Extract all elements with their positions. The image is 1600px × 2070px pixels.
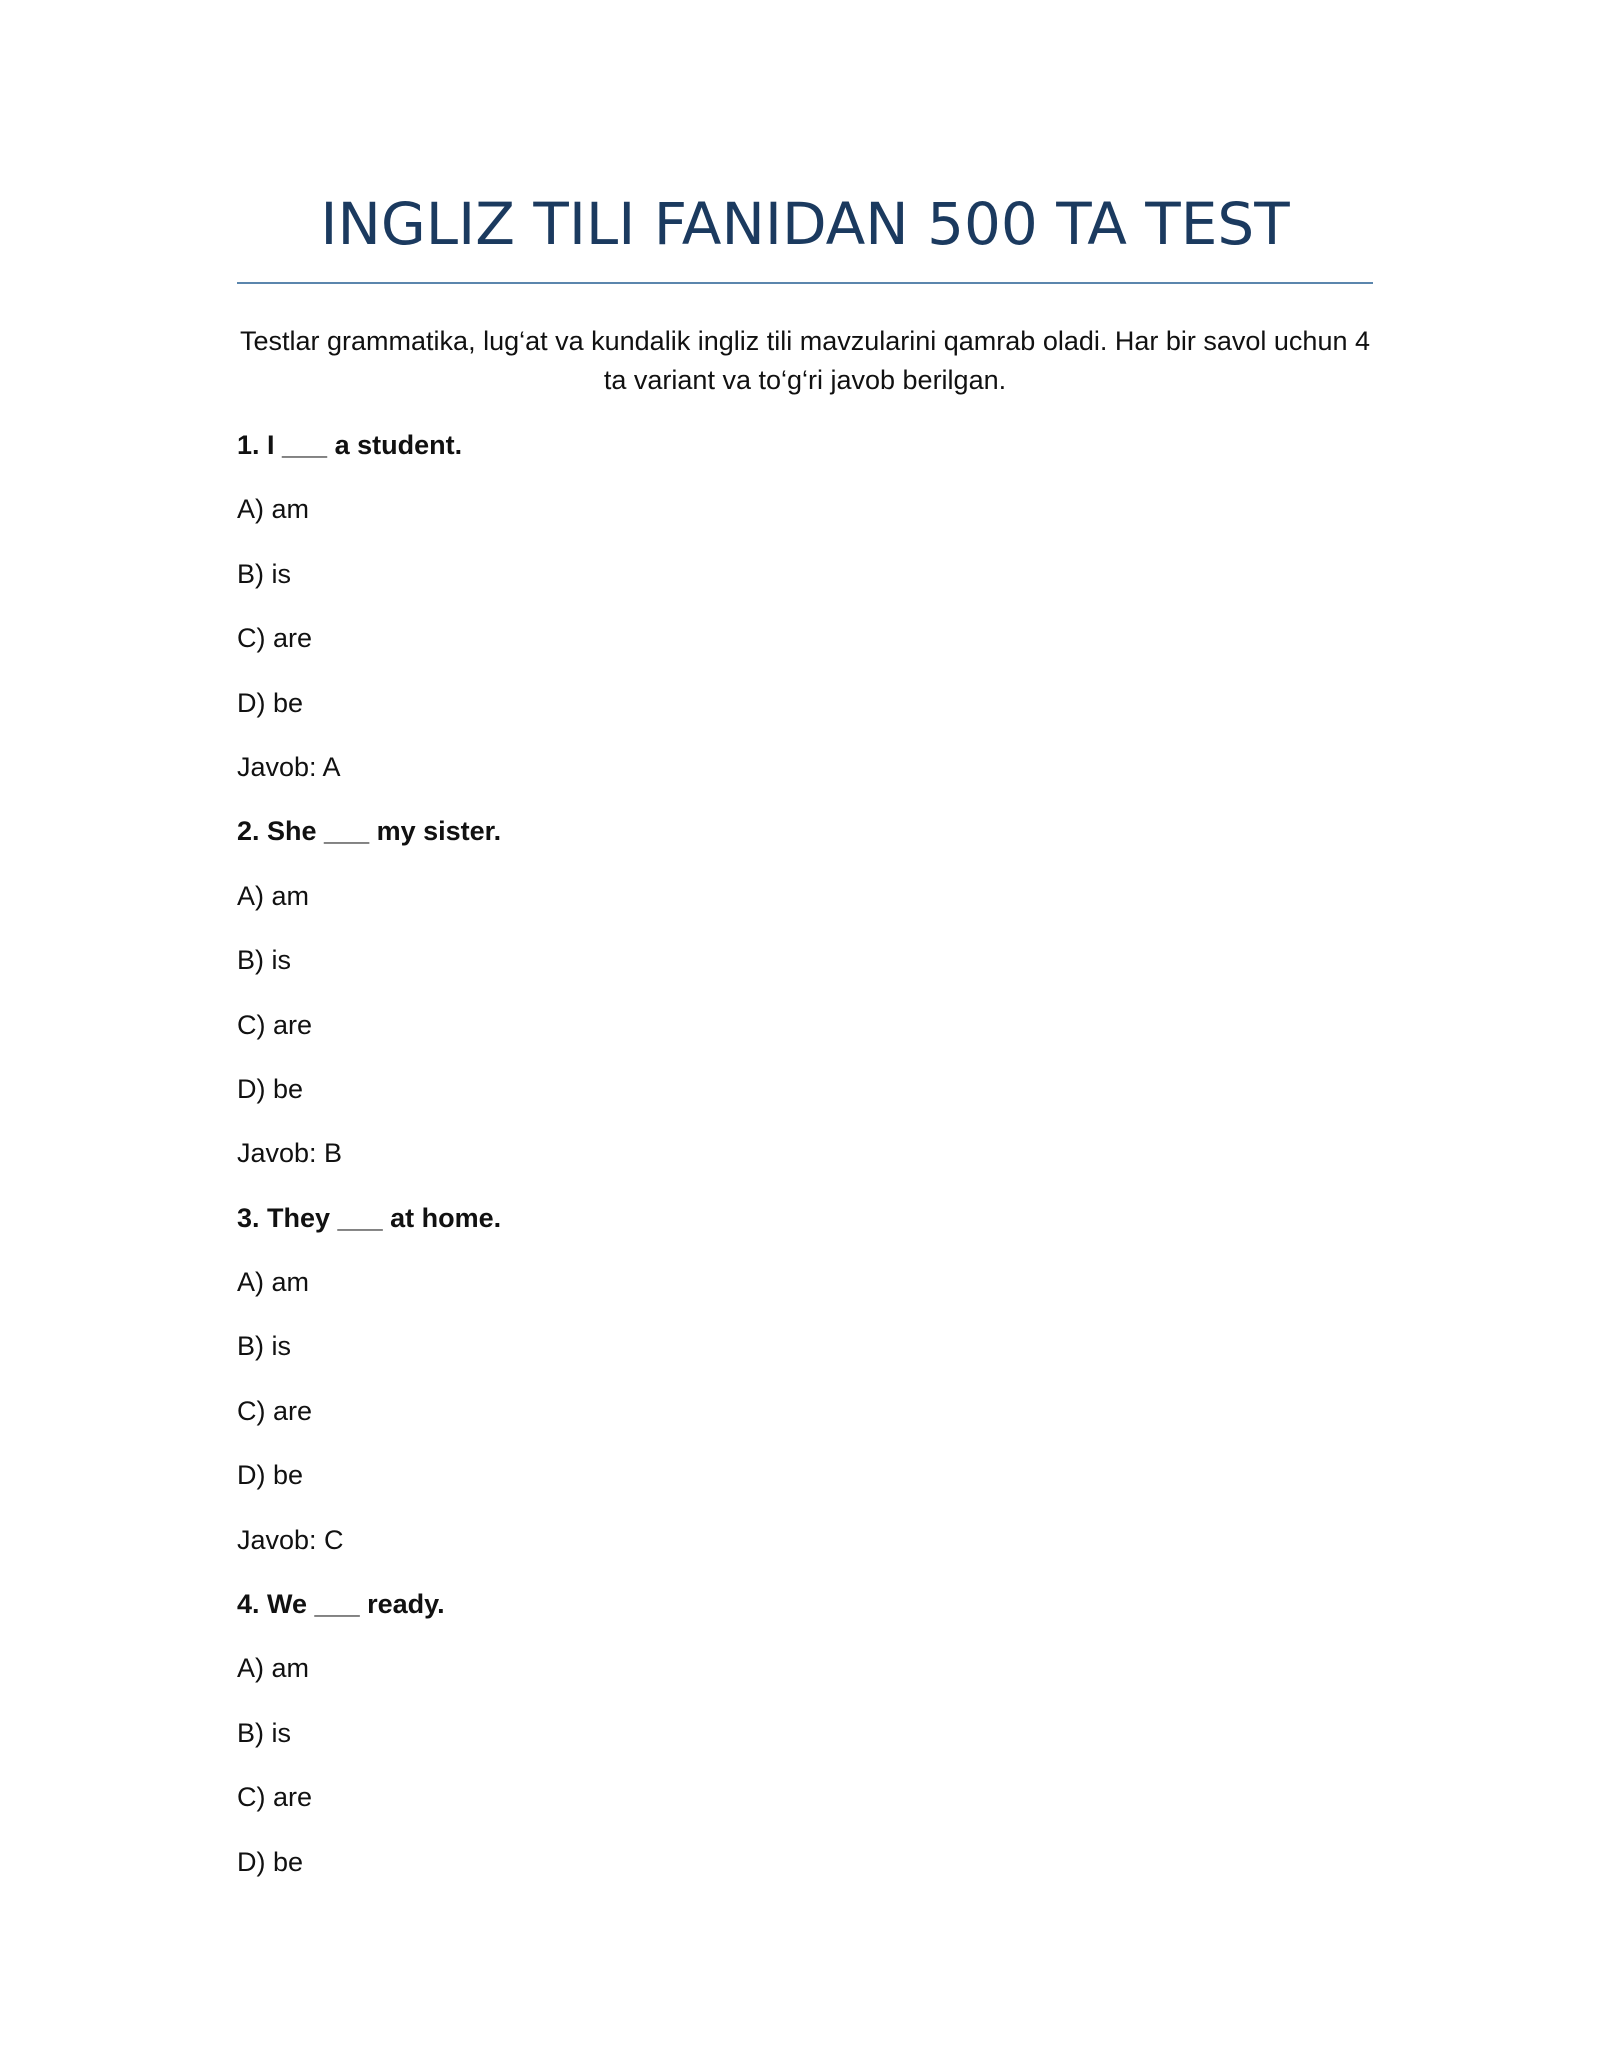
option-a: A) am <box>237 1653 310 1684</box>
answer-line: Javob: C <box>237 1524 344 1555</box>
option-b: B) is <box>237 1331 291 1362</box>
question-stem: 2. She ___ my sister. <box>237 816 502 847</box>
option-a: A) am <box>237 494 310 525</box>
question-stem: 4. We ___ ready. <box>237 1589 445 1620</box>
question-3 <box>237 1201 1373 1587</box>
option-b: B) is <box>237 558 291 589</box>
option-c: C) are <box>237 623 313 654</box>
option-d: D) be <box>237 1073 304 1104</box>
question-stem: 3. They ___ at home. <box>237 1202 502 1233</box>
option-c: C) are <box>237 1009 313 1040</box>
question-1 <box>237 428 1373 814</box>
option-b: B) is <box>237 1717 291 1748</box>
option-b: B) is <box>237 945 291 976</box>
question-2 <box>237 814 1373 1200</box>
answer-line: Javob: B <box>237 1138 343 1169</box>
option-d: D) be <box>237 1846 304 1877</box>
option-d: D) be <box>237 687 304 718</box>
question-4 <box>237 1587 1373 1909</box>
document-title: INGLIZ TILI FANIDAN 500 TA TEST <box>320 190 1290 258</box>
option-c: C) are <box>237 1782 313 1813</box>
option-a: A) am <box>237 880 310 911</box>
question-list <box>237 428 1373 1909</box>
option-a: A) am <box>237 1267 310 1298</box>
answer-line: Javob: A <box>237 751 341 782</box>
title-divider <box>237 282 1373 284</box>
intro-paragraph: Testlar grammatika, lug‘at va kundalik ingliz tili mavzularini qamrab oladi. Har bir savol uchun 4 ta variant va to‘g‘ri javob berilgan. <box>240 326 1370 395</box>
option-c: C) are <box>237 1395 313 1426</box>
option-d: D) be <box>237 1460 304 1491</box>
question-stem: 1. I ___ a student. <box>237 430 463 460</box>
